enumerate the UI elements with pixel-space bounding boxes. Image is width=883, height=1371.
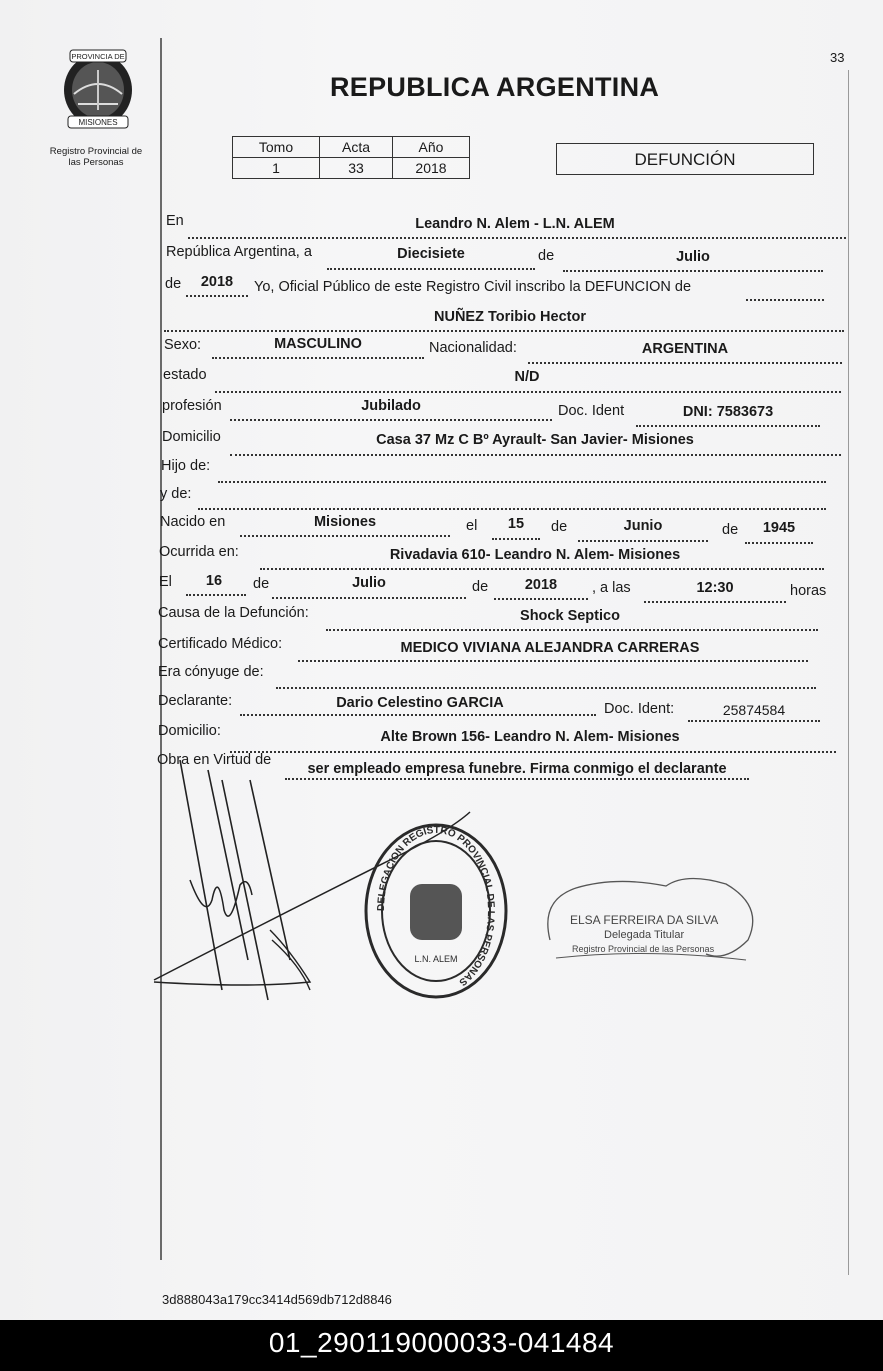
label-y-de: y de:: [160, 486, 192, 502]
value-nacionalidad: ARGENTINA: [641, 341, 729, 357]
dotted-line: [492, 538, 540, 540]
value-dni: DNI: 7583673: [682, 404, 774, 420]
logo-caption: [34, 146, 158, 168]
label-obra: Obra en Virtud de: [157, 752, 272, 768]
tomo-value: 1: [233, 158, 320, 179]
anio-header: Año: [393, 137, 470, 158]
dotted-line: [563, 270, 823, 272]
label-de-anio: de: [165, 276, 182, 292]
label-estado: estado: [163, 367, 207, 383]
stamp-ring-text: DELEGACION REGISTRO PROVINCIAL DE LAS PERSONAS: [375, 824, 497, 988]
dotted-line: [636, 425, 820, 427]
value-sexo: MASCULINO: [274, 336, 362, 352]
label-de: de: [538, 248, 555, 264]
dotted-line: [745, 542, 813, 544]
value-nacido-en: Misiones: [313, 514, 377, 530]
anio-value: 2018: [393, 158, 470, 179]
label-causa: Causa de la Defunción:: [158, 605, 309, 621]
right-margin-line: [848, 70, 849, 1275]
reference-header-row: [233, 137, 470, 158]
value-lugar: Leandro N. Alem - L.N. ALEM: [415, 216, 615, 232]
value-profesion: Jubilado: [361, 398, 421, 414]
dotted-line: [276, 687, 816, 689]
dotted-line: [240, 535, 450, 537]
value-nombre: NUÑEZ Toribio Hector: [434, 309, 586, 325]
dotted-line: [327, 268, 535, 270]
logo-caption-line-2: las Personas: [68, 157, 124, 168]
dotted-line: [644, 601, 786, 603]
dotted-line: [494, 598, 588, 600]
official-stamp: [362, 820, 510, 1002]
value-nac-dia: 15: [507, 516, 525, 532]
value-obra: ser empleado empresa funebre. Firma conmigo el declarante: [307, 761, 727, 777]
label-el: el: [466, 518, 478, 534]
acta-value: 33: [320, 158, 393, 179]
dotted-line: [215, 391, 841, 393]
logo-bottom-text: MISIONES: [78, 118, 118, 127]
dotted-line: [164, 330, 844, 332]
dotted-line: [186, 295, 248, 297]
label-sexo: Sexo:: [164, 337, 202, 353]
value-certificado: MEDICO VIVIANA ALEJANDRA CARRERAS: [400, 640, 700, 656]
label-de-def-anio: de: [472, 579, 489, 595]
label-conyuge: Era cónyuge de:: [158, 664, 264, 680]
value-def-mes: Julio: [352, 575, 386, 591]
label-nacionalidad: Nacionalidad:: [429, 340, 517, 356]
tomo-header: Tomo: [233, 137, 320, 158]
label-nacido-en: Nacido en: [160, 514, 226, 530]
logo-caption-line-1: Registro Provincial de: [49, 146, 143, 157]
value-def-dia: 16: [205, 573, 223, 589]
dotted-line: [298, 660, 808, 662]
dotted-line: [528, 362, 842, 364]
value-declarante-doc: 25874584: [722, 702, 786, 718]
value-estado: N/D: [514, 369, 540, 385]
label-hijo-de: Hijo de:: [161, 458, 211, 474]
officer-name: ELSA FERREIRA DA SILVA: [570, 913, 719, 927]
reference-table: [232, 136, 470, 179]
officer-role: Delegada Titular: [604, 929, 685, 941]
label-domicilio: Domicilio: [162, 429, 221, 445]
page-number: 33: [830, 50, 845, 65]
document-hash: 3d888043a179cc3414d569db712d8846: [162, 1292, 392, 1307]
label-de-nac-anio: de: [722, 522, 739, 538]
label-horas: horas: [790, 583, 827, 599]
value-causa: Shock Septico: [520, 608, 620, 624]
dotted-line: [230, 751, 836, 753]
value-dia-letras: Diecisiete: [397, 246, 465, 262]
page-title: REPUBLICA ARGENTINA: [330, 72, 660, 102]
value-nac-anio: 1945: [762, 520, 796, 536]
label-el-cap: El: [159, 574, 172, 590]
value-nac-mes: Junio: [623, 518, 663, 534]
label-yo: Yo, Oficial Público de este Registro Civil inscribo la DEFUNCION de: [254, 279, 692, 295]
value-anio: 2018: [200, 274, 234, 290]
stamp-center-text: L.N. ALEM: [414, 954, 458, 964]
label-en: En: [166, 213, 184, 229]
label-a-las: , a las: [592, 580, 631, 596]
dotted-line: [260, 568, 824, 570]
label-ocurrida-en: Ocurrida en:: [159, 544, 239, 560]
label-domicilio-declarante: Domicilio:: [158, 723, 221, 739]
label-republica: República Argentina, a: [166, 244, 312, 260]
dotted-line: [578, 540, 708, 542]
dotted-line: [272, 597, 466, 599]
dotted-line: [688, 720, 820, 722]
value-domicilio: Casa 37 Mz C Bº Ayrault- San Javier- Misiones: [376, 432, 694, 448]
logo-top-text: PROVINCIA DE: [71, 52, 125, 61]
dotted-line: [230, 454, 841, 456]
misiones-coat-of-arms-logo: [56, 44, 140, 132]
document-type-box: DEFUNCIÓN: [556, 143, 814, 175]
dotted-line: [218, 481, 826, 483]
value-declarante-domicilio: Alte Brown 156- Leandro N. Alem- Misiones: [380, 729, 680, 745]
footer-id-bar: 01_290119000033-041484: [0, 1320, 883, 1371]
value-mes: Julio: [676, 249, 710, 265]
value-def-anio: 2018: [524, 577, 558, 593]
label-declarante: Declarante:: [158, 693, 233, 709]
label-de-nac-mes: de: [551, 519, 568, 535]
officer-office: Registro Provincial de las Personas: [572, 944, 715, 954]
value-declarante: Dario Celestino GARCIA: [336, 695, 504, 711]
value-ocurrida-en: Rivadavia 610- Leandro N. Alem- Misiones: [389, 547, 681, 563]
dotted-line: [230, 419, 552, 421]
label-profesion: profesión: [162, 398, 222, 414]
dotted-line: [188, 237, 846, 239]
dotted-line: [198, 508, 826, 510]
dotted-line: [326, 629, 818, 631]
label-doc-ident-declarante: Doc. Ident:: [604, 701, 675, 717]
label-certificado: Certificado Médico:: [158, 636, 283, 652]
dotted-line: [186, 594, 246, 596]
dotted-line: [240, 714, 596, 716]
label-doc-ident: Doc. Ident: [558, 403, 625, 419]
reference-value-row: [233, 158, 470, 179]
dotted-line: [746, 299, 824, 301]
dotted-line: [212, 357, 424, 359]
value-hora: 12:30: [696, 580, 734, 596]
label-de-def-mes: de: [253, 576, 270, 592]
acta-header: Acta: [320, 137, 393, 158]
